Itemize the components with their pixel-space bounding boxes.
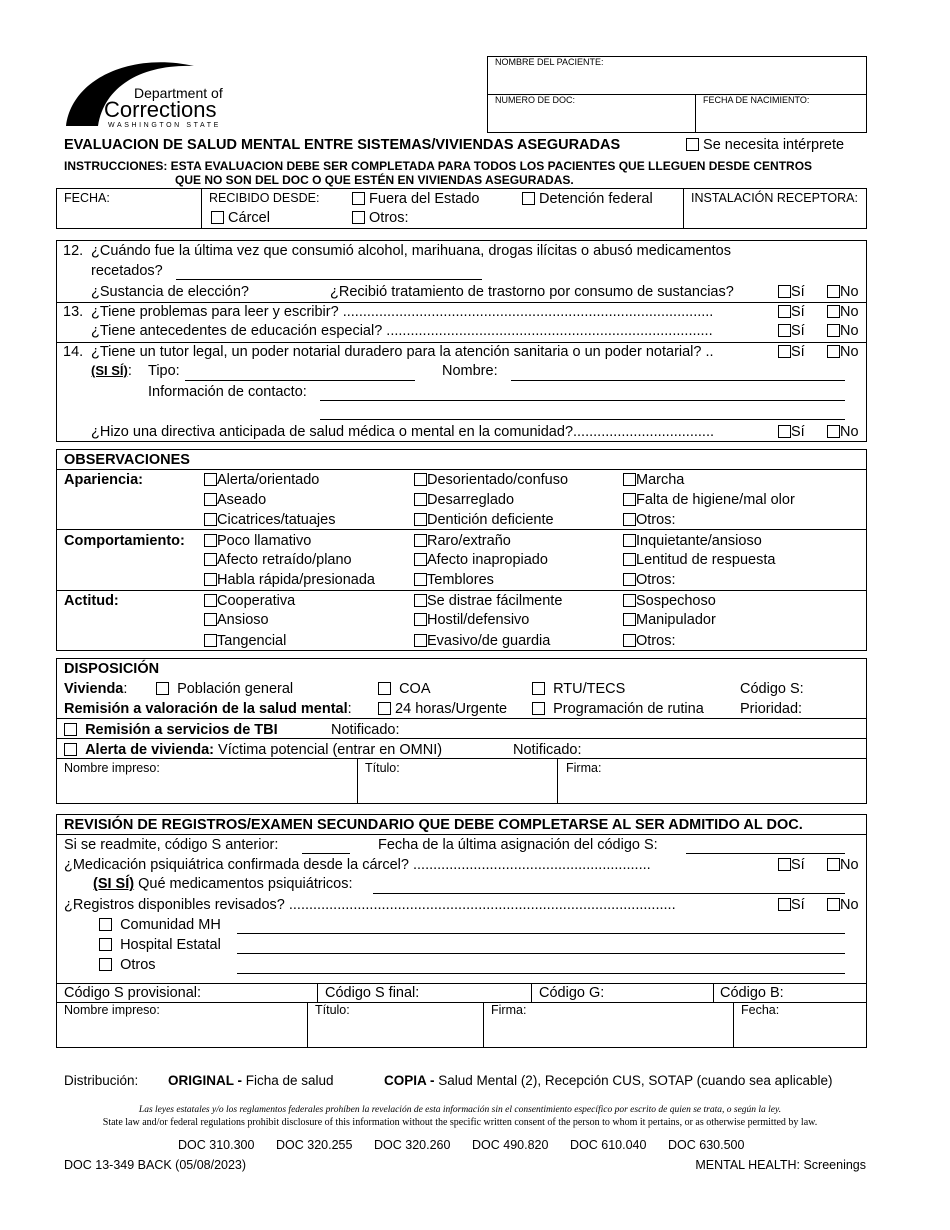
obs-option: Manipulador [623, 611, 716, 629]
option-other: Otros: [352, 209, 409, 227]
b-code: Código B: [720, 985, 784, 1001]
obs-option: Marcha [623, 471, 684, 489]
logo-text-corrections: Corrections [104, 97, 217, 122]
instructions-line1: INSTRUCCIONES: ESTA EVALUACION DEBE SER COMPLETADA PARA TODOS LOS PACIENTES QUE LLEGUEN DESDE CENTROS [64, 159, 813, 173]
obs-option: Inquietante/ansioso [623, 532, 762, 550]
q13a-no: No [827, 303, 859, 321]
q14-contact-field[interactable] [320, 400, 845, 401]
review-date: Fecha: [741, 1003, 780, 1017]
source-field-1[interactable] [237, 933, 845, 934]
obs-option: Otros: [623, 632, 675, 650]
doc-ref: DOC 310.300 [178, 1138, 255, 1152]
q12-last-use-field[interactable] [176, 279, 482, 280]
obs-option: Desarreglado [414, 491, 514, 509]
option-out-of-state: Fuera del Estado [352, 190, 479, 208]
q14-type-field[interactable] [185, 380, 415, 381]
source-other: Otros [99, 956, 156, 974]
obs-option: Poco llamativo [204, 532, 311, 550]
housing-alert: Alerta de vivienda: Víctima potencial (entrar en OMNI) [64, 741, 442, 759]
obs-option: Dentición deficiente [414, 511, 554, 529]
obs-option: Sospechoso [623, 592, 716, 610]
disposition-signature: Firma: [566, 761, 602, 775]
doc-ref: DOC 320.255 [276, 1138, 353, 1152]
option-federal-detention: Detención federal [522, 190, 653, 208]
q13a-yes: Sí [778, 303, 805, 321]
obs-option: Otros: [623, 511, 675, 529]
source-state-hospital: Hospital Estatal [99, 936, 221, 954]
last-assignment-label: Fecha de la última asignación del código S: [378, 837, 658, 853]
q13-text-1: ¿Tiene problemas para leer y escribir? ............................................................................................ [91, 304, 714, 320]
previous-s-code-field[interactable] [302, 853, 350, 854]
housing-rtu: RTU/TECS [532, 680, 625, 698]
q14-contact-field-2[interactable] [320, 419, 845, 420]
obs-option: Afecto inapropiado [414, 551, 548, 569]
q12-yes: Sí [778, 283, 805, 301]
patient-name-label: NOMBRE DEL PACIENTE: [495, 57, 604, 67]
housing-general-population: Población general [156, 680, 293, 698]
psych-med-yes: Sí [778, 856, 805, 874]
obs-option: Se distrae fácilmente [414, 592, 562, 610]
doc-number-label: NUMERO DE DOC: [495, 95, 576, 105]
legal-notice-en: State law and/or federal regulations prohibit disclosure of this information without the specific written consent of the person to whom it pertains, or as otherwise permitted by law. [102, 1117, 818, 1128]
obs-option: Alerta/orientado [204, 471, 319, 489]
obs-option: Ansioso [204, 611, 269, 629]
q12-text-2: recetados? [91, 263, 163, 279]
form-title: EVALUACION DE SALUD MENTAL ENTRE SISTEMAS/VIVIENDAS ASEGURADAS [64, 137, 621, 153]
obs-option: Otros: [623, 571, 675, 589]
logo-text-state: WASHINGTON STATE [108, 122, 221, 129]
final-s-code: Código S final: [325, 985, 420, 1001]
form-id: DOC 13-349 BACK (05/08/2023) [64, 1158, 247, 1172]
s-code-label: Código S: [740, 681, 804, 697]
records-yes: Sí [778, 896, 805, 914]
obs-option: Afecto retraído/plano [204, 551, 352, 569]
disposition-title: DISPOSICIÓN [64, 661, 160, 677]
q14-no: No [827, 343, 859, 361]
doc-ref: DOC 610.040 [570, 1138, 647, 1152]
tbi-referral: Remisión a servicios de TBI [64, 721, 278, 739]
q12-number: 12. [63, 243, 84, 259]
q14-contact-label: Información de contacto: [148, 384, 307, 400]
attitude-label: Actitud: [64, 593, 119, 609]
q14-yes: Sí [778, 343, 805, 361]
obs-option: Lentitud de respuesta [623, 551, 775, 569]
appearance-label: Apariencia: [64, 472, 143, 488]
which-meds-field[interactable] [373, 893, 845, 894]
obs-option: Falta de higiene/mal olor [623, 491, 795, 509]
logo-text-department: Department of [134, 85, 223, 101]
psych-med-question: ¿Medicación psiquiátrica confirmada desde la cárcel? ........................................................... [64, 857, 651, 873]
distribution-original: ORIGINAL - Ficha de salud [168, 1073, 334, 1088]
g-code: Código G: [539, 985, 605, 1001]
q14-number: 14. [63, 344, 84, 360]
q12-text: ¿Cuándo fue la última vez que consumió alcohol, marihuana, drogas ilícitas o abusó medicamentos [91, 243, 731, 259]
referral-urgent: 24 horas/Urgente [378, 700, 507, 718]
housing-coa: COA [378, 680, 430, 698]
received-from-label: RECIBIDO DESDE: [209, 191, 320, 205]
obs-option: Aseado [204, 491, 266, 509]
distribution-label: Distribución: [64, 1073, 139, 1088]
form-category: MENTAL HEALTH: Screenings [695, 1158, 866, 1172]
source-community-mh: Comunidad MH [99, 916, 221, 934]
doc-ref: DOC 630.500 [668, 1138, 745, 1152]
referral-routine: Programación de rutina [532, 700, 704, 718]
psych-med-no: No [827, 856, 859, 874]
readmit-label: Si se readmite, código S anterior: [64, 837, 279, 853]
q14-name-label: Nombre: [442, 363, 498, 379]
review-title-label: Título: [315, 1003, 350, 1017]
q14-text: ¿Tiene un tutor legal, un poder notarial duradero para la atención sanitaria o un poder notarial? .. [91, 344, 714, 360]
q13b-yes: Sí [778, 322, 805, 340]
provisional-s-code: Código S provisional: [64, 985, 202, 1001]
obs-option: Habla rápida/presionada [204, 571, 375, 589]
review-title: REVISIÓN DE REGISTROS/EXAMEN SECUNDARIO QUE DEBE COMPLETARSE AL SER ADMITIDO AL DOC. [64, 817, 803, 833]
obs-option: Evasivo/de guardia [414, 632, 550, 650]
review-printed-name: Nombre impreso: [64, 1003, 160, 1017]
instructions-line2: QUE NO SON DEL DOC O QUE ESTÉN EN VIVIENDAS ASEGURADAS. [175, 173, 574, 187]
tbi-notified-label: Notificado: [331, 722, 400, 738]
records-no: No [827, 896, 859, 914]
source-field-2[interactable] [237, 953, 845, 954]
priority-label: Prioridad: [740, 701, 803, 717]
last-assignment-field[interactable] [686, 853, 845, 854]
date-label: FECHA: [64, 191, 110, 205]
q14b-yes: Sí [778, 423, 805, 441]
distribution-copy: COPIA - Salud Mental (2), Recepción CUS, SOTAP (cuando sea aplicable) [384, 1073, 833, 1088]
q12-no: No [827, 283, 859, 301]
q14-if-yes: (SI SÍ): [91, 363, 132, 379]
obs-option: Desorientado/confuso [414, 471, 568, 489]
interpreter-checkbox[interactable] [686, 138, 699, 151]
birth-date-label: FECHA DE NACIMIENTO: [703, 95, 810, 105]
alert-notified-label: Notificado: [513, 742, 582, 758]
obs-option: Tangencial [204, 632, 286, 650]
observations-title: OBSERVACIONES [64, 452, 190, 468]
obs-option: Cooperativa [204, 592, 295, 610]
doc-ref: DOC 490.820 [472, 1138, 549, 1152]
q14-name-field[interactable] [511, 380, 845, 381]
q13-text-2: ¿Tiene antecedentes de educación especial? ................................................................................. [91, 323, 713, 339]
obs-option: Cicatrices/tatuajes [204, 511, 335, 529]
receiving-facility-label: INSTALACIÓN RECEPTORA: [691, 191, 858, 205]
review-signature: Firma: [491, 1003, 527, 1017]
legal-notice-es: Las leyes estatales y/o los reglamentos federales prohíben la revelación de esta información sin el consentimiento específico por escrito de quien se trata, o según la ley. [138, 1105, 782, 1115]
housing-label: Vivienda: [64, 681, 128, 697]
option-jail: Cárcel [211, 209, 270, 227]
disposition-title-label: Título: [365, 761, 400, 775]
q14b-no: No [827, 423, 859, 441]
referral-label: Remisión a valoración de la salud mental: [64, 701, 352, 717]
disposition-printed-name: Nombre impreso: [64, 761, 160, 775]
source-field-3[interactable] [237, 973, 845, 974]
q14-directive: ¿Hizo una directiva anticipada de salud médica o mental en la comunidad?................................... [91, 424, 715, 440]
doc-ref: DOC 320.260 [374, 1138, 451, 1152]
obs-option: Temblores [414, 571, 494, 589]
q12-treatment: ¿Recibió tratamiento de trastorno por consumo de sustancias? [330, 284, 734, 300]
q13b-no: No [827, 322, 859, 340]
which-meds-label: (SI SÍ) Qué medicamentos psiquiátricos: [93, 876, 353, 892]
interpreter-needed: Se necesita intérprete [686, 136, 844, 154]
obs-option: Raro/extraño [414, 532, 511, 550]
questions-box [56, 240, 867, 442]
q13-number: 13. [63, 304, 84, 320]
q14-type-label: Tipo: [148, 363, 180, 379]
obs-option: Hostil/defensivo [414, 611, 529, 629]
records-question: ¿Registros disponibles revisados? ................................................................................................ [64, 897, 676, 913]
q12-substance: ¿Sustancia de elección? [91, 284, 249, 300]
behavior-label: Comportamiento: [64, 533, 185, 549]
